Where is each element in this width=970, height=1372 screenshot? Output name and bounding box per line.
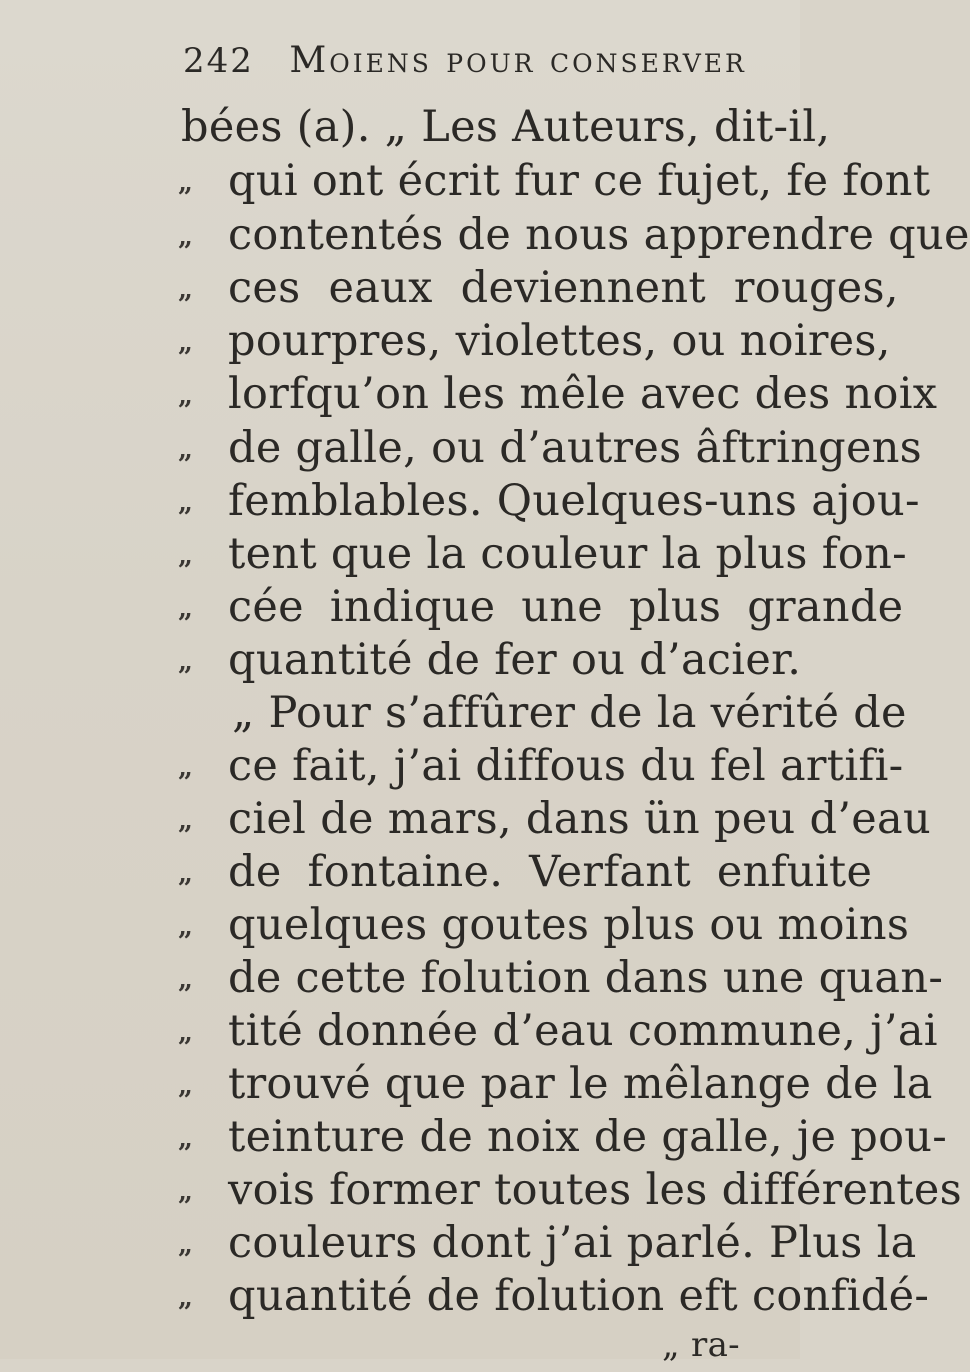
text-line: couleurs dont j’ai parlé. Plus la — [228, 1218, 917, 1268]
text-line: „ Pour s’affûrer de la vérité de — [232, 688, 907, 738]
text-line: vois former toutes les différentes — [228, 1165, 962, 1215]
text-line: tent que la couleur la plus fon- — [228, 529, 907, 579]
text-line: de cette folution dans une quan- — [228, 953, 944, 1003]
text-line: contentés de nous apprendre que — [228, 210, 970, 260]
margin-quote-mark: „ — [178, 275, 193, 305]
margin-quote-mark: „ — [178, 222, 193, 252]
running-title: Moiens pour conserver — [289, 40, 747, 81]
margin-quote-mark: „ — [178, 647, 193, 677]
margin-quote-mark: „ — [178, 1283, 193, 1313]
text-line: quantité de folution eft confidé- — [228, 1271, 930, 1321]
margin-quote-mark: „ — [178, 1018, 193, 1048]
page-header — [183, 40, 747, 81]
page-number: 242 — [183, 41, 254, 81]
margin-quote-mark: „ — [178, 168, 193, 198]
text-line: bées (a). „ Les Auteurs, dit-il, — [181, 102, 831, 152]
margin-quote-mark: „ — [178, 1124, 193, 1154]
margin-quote-mark: „ — [178, 435, 193, 465]
text-line: ces eaux deviennent rouges, — [228, 263, 899, 313]
text-line: pourpres, violettes, ou noires, — [228, 316, 891, 366]
margin-quote-mark: „ — [178, 381, 193, 411]
margin-quote-mark: „ — [178, 1177, 193, 1207]
text-line: trouvé que par le mêlange de la — [228, 1059, 933, 1109]
margin-quote-mark: „ — [178, 806, 193, 836]
text-line: femblables. Quelques-uns ajou- — [228, 476, 920, 526]
margin-quote-mark: „ — [178, 1071, 193, 1101]
text-line: ce fait, j’ai diffous du fel artifi- — [228, 741, 904, 791]
margin-quote-mark: „ — [178, 328, 193, 358]
text-line: lorfqu’on les mêle avec des noix — [228, 369, 938, 419]
text-line: tité donnée d’eau commune, j’ai — [228, 1006, 938, 1056]
catchword: „ ra- — [662, 1325, 740, 1365]
margin-quote-mark: „ — [178, 541, 193, 571]
text-line: cée indique une plus grande — [228, 582, 904, 632]
margin-quote-mark: „ — [178, 488, 193, 518]
text-line: quelques goutes plus ou moins — [228, 900, 910, 950]
margin-quote-mark: „ — [178, 753, 193, 783]
text-line: de galle, ou d’autres âftringens — [228, 423, 923, 473]
margin-quote-mark: „ — [178, 965, 193, 995]
margin-quote-mark: „ — [178, 1230, 193, 1260]
text-line: qui ont écrit fur ce fujet, fe font — [228, 156, 931, 206]
text-line: ciel de mars, dans ün peu d’eau — [228, 794, 931, 844]
margin-quote-mark: „ — [178, 912, 193, 942]
margin-quote-mark: „ — [178, 594, 193, 624]
text-line: teinture de noix de galle, je pou- — [228, 1112, 948, 1162]
text-line: de fontaine. Verfant enfuite — [228, 847, 873, 897]
margin-quote-mark: „ — [178, 859, 193, 889]
text-line: quantité de fer ou d’acier. — [228, 635, 802, 685]
